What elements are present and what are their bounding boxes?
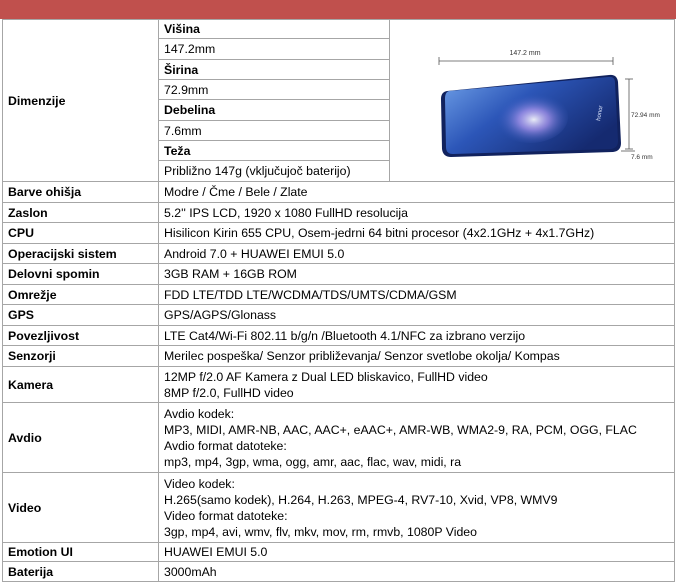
spec-value: Android 7.0 + HUAWEI EMUI 5.0 xyxy=(159,244,675,264)
video-line: Video kodek: xyxy=(164,476,235,491)
spec-value: 3000mAh xyxy=(159,562,675,582)
spec-value: HUAWEI EMUI 5.0 xyxy=(159,543,675,562)
spec-label: Operacijski sistem xyxy=(3,244,159,264)
spec-label: Barve ohišja xyxy=(3,182,159,203)
audio-line: Avdio format datoteke: xyxy=(164,438,287,453)
height-label: Višina xyxy=(159,20,390,39)
spec-value: 5.2'' IPS LCD, 1920 x 1080 FullHD resolucija xyxy=(159,203,675,223)
spec-value: Modre / Čme / Bele / Zlate xyxy=(159,182,675,203)
camera-line: 12MP f/2.0 AF Kamera z Dual LED bliskavico, FullHD video xyxy=(164,369,488,384)
spec-row xyxy=(3,543,675,562)
spec-row xyxy=(3,264,675,285)
audio-row xyxy=(3,403,675,473)
spec-value: GPS/AGPS/Glonass xyxy=(159,305,675,326)
spec-label: Delovni spomin xyxy=(3,264,159,285)
audio-label: Avdio xyxy=(3,403,159,473)
phone-dimensions-figure xyxy=(390,20,675,182)
video-value xyxy=(159,473,675,543)
dimensions-label: Dimenzije xyxy=(3,20,159,182)
spec-value: LTE Cat4/Wi-Fi 802.11 b/g/n /Bluetooth 4.1/NFC za izbrano verzijo xyxy=(159,326,675,346)
spec-row xyxy=(3,326,675,346)
height-value: 147.2mm xyxy=(159,39,390,60)
brand-mark: honor xyxy=(595,104,605,121)
length-mark: 147.2 mm xyxy=(508,49,541,57)
camera-label: Kamera xyxy=(3,367,159,403)
spec-label: CPU xyxy=(3,223,159,244)
spec-label: Baterija xyxy=(3,562,159,582)
audio-line: Avdio kodek: xyxy=(164,406,235,421)
wallpaper-flare xyxy=(492,91,568,143)
video-line: Video format datoteke: xyxy=(164,508,288,523)
spec-label: Emotion UI xyxy=(3,543,159,562)
spec-row xyxy=(3,285,675,305)
video-line: 3gp, mp4, avi, wmv, flv, mkv, mov, rm, rmvb, 1080P Video xyxy=(164,524,477,539)
width-label: Širina xyxy=(159,60,390,80)
spec-label: Povezljivost xyxy=(3,326,159,346)
camera-line: 8MP f/2.0, FullHD video xyxy=(164,385,294,400)
spec-value: 3GB RAM + 16GB ROM xyxy=(159,264,675,285)
spec-row xyxy=(3,244,675,264)
spec-value: Merilec pospeška/ Senzor približevanja/ Senzor svetlobe okolja/ Kompas xyxy=(159,346,675,367)
video-line: H.265(samo kodek), H.264, H.263, MPEG-4, RV7-10, Xvid, VP8, WMV9 xyxy=(164,492,558,507)
depth-mark: 7.6 mm xyxy=(630,153,653,161)
spec-label: Zaslon xyxy=(3,203,159,223)
video-row xyxy=(3,473,675,543)
dimensions-height-label-row xyxy=(3,20,675,39)
spec-row xyxy=(3,346,675,367)
audio-line: MP3, MIDI, AMR-NB, AAC, AAC+, eAAC+, AMR-WB, WMA2-9, RA, PCM, OGG, FLAC xyxy=(164,422,637,437)
spec-value: FDD LTE/TDD LTE/WCDMA/TDS/UMTS/CDMA/GSM xyxy=(159,285,675,305)
spec-table xyxy=(2,19,675,582)
header-bar xyxy=(0,0,676,19)
video-label: Video xyxy=(3,473,159,543)
weight-value: Približno 147g (vključujoč baterijo) xyxy=(159,161,390,182)
spec-label: Senzorji xyxy=(3,346,159,367)
spec-row xyxy=(3,223,675,244)
width-value: 72.9mm xyxy=(159,80,390,100)
camera-row xyxy=(3,367,675,403)
audio-value xyxy=(159,403,675,473)
spec-value: Hisilicon Kirin 655 CPU, Osem-jedrni 64 bitni procesor (4x2.1GHz + 4x1.7GHz) xyxy=(159,223,675,244)
phone-illustration xyxy=(425,39,660,161)
spec-row xyxy=(3,305,675,326)
depth-value: 7.6mm xyxy=(159,121,390,141)
spec-label: GPS xyxy=(3,305,159,326)
spec-row xyxy=(3,182,675,203)
spec-row xyxy=(3,203,675,223)
spec-row xyxy=(3,562,675,582)
audio-line: mp3, mp4, 3gp, wma, ogg, amr, aac, flac, wav, midi, ra xyxy=(164,454,462,469)
depth-label: Debelina xyxy=(159,100,390,121)
width-mark: 72.94 mm xyxy=(630,111,660,119)
weight-label: Teža xyxy=(159,141,390,161)
spec-label: Omrežje xyxy=(3,285,159,305)
camera-value xyxy=(159,367,675,403)
